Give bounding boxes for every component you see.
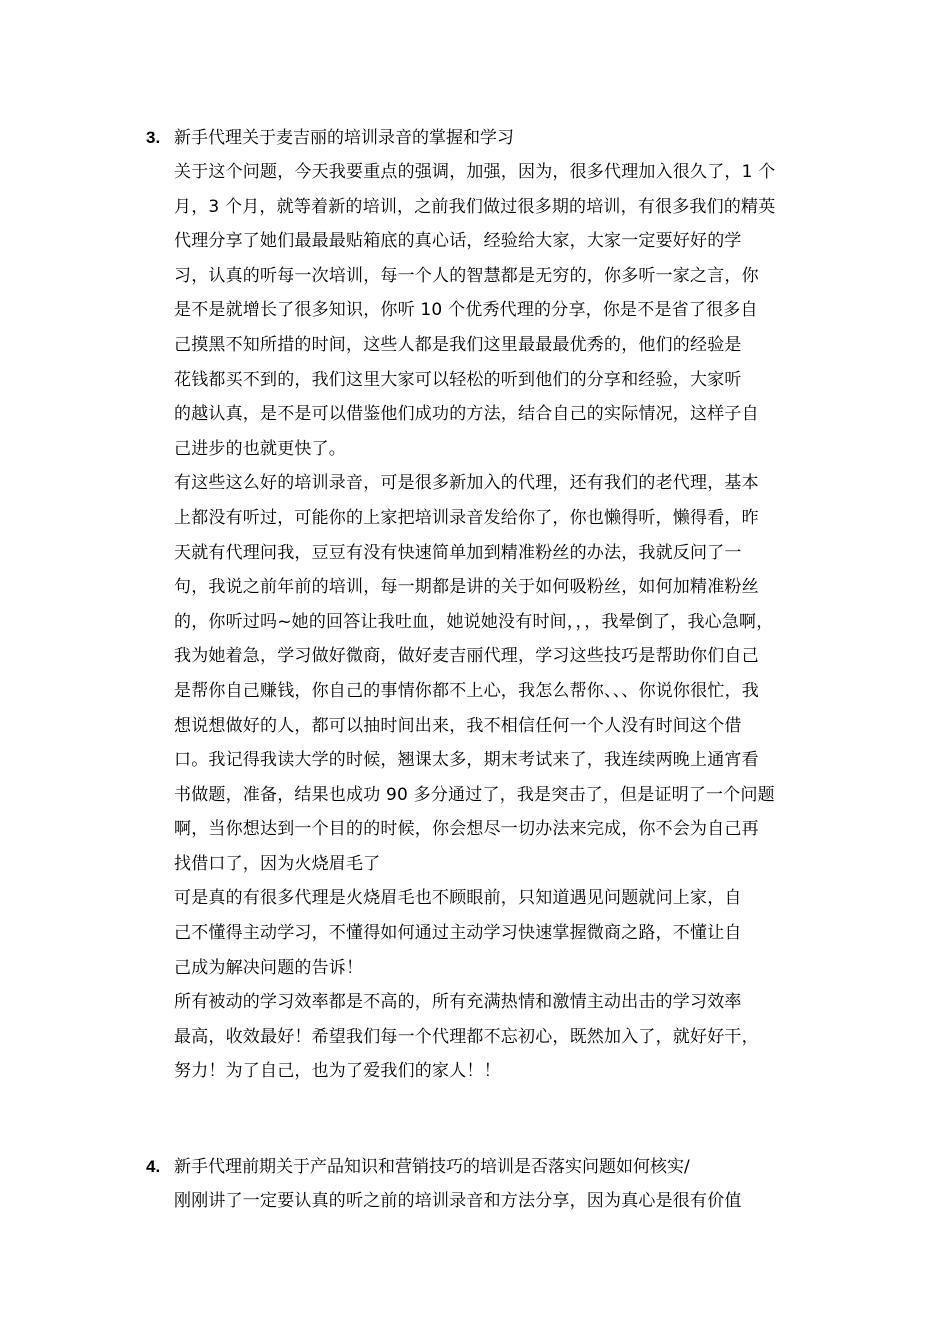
section-4-title: 新手代理前期关于产品知识和营销技巧的培训是否落实问题如何核实/ xyxy=(174,1157,690,1177)
text-line: 我为她着急，学习做好微商，做好麦吉丽代理，学习这些技巧是帮助你们自己 xyxy=(174,646,759,667)
text-line: 己不懂得主动学习，不懂得如何通过主动学习快速掌握微商之路，不懂让自 xyxy=(174,923,742,944)
text-line: 月，3 个月，就等着新的培训，之前我们做过很多期的培训，有很多我们的精英 xyxy=(174,196,776,217)
text-line: 的，你听过吗~她的回答让我吐血，她说她没有时间，，，我晕倒了，我心急啊， xyxy=(174,611,774,632)
text-line: 句，我说之前年前的培训，每一期都是讲的关于如何吸粉丝，如何加精准粉丝 xyxy=(174,577,759,598)
section-3 xyxy=(146,121,826,1089)
text-line: 找借口了，因为火烧眉毛了 xyxy=(174,853,381,874)
text-line: 口。我记得我读大学的时候，翘课太多，期末考试来了，我连续两晚上通宵看 xyxy=(174,750,759,771)
text-line: 己摸黑不知所措的时间，这些人都是我们这里最最最优秀的，他们的经验是 xyxy=(174,334,742,355)
text-line: 天就有代理问我，豆豆有没有快速简单加到精准粉丝的办法，我就反问了一 xyxy=(174,542,742,563)
section-4-paragraph-1 xyxy=(146,1184,826,1219)
section-4-number: 4. xyxy=(146,1157,161,1176)
section-3-paragraph-2 xyxy=(146,466,826,881)
text-line: 花钱都买不到的，我们这里大家可以轻松的听到他们的分享和经验，大家听 xyxy=(174,369,742,390)
text-line: 啊，当你想达到一个目的的时候，你会想尽一切办法来完成，你不会为自己再 xyxy=(174,819,759,840)
text-line: 关于这个问题，今天我要重点的强调，加强，因为，很多代理加入很久了，1 个 xyxy=(174,162,776,182)
section-3-paragraph-3 xyxy=(146,881,826,985)
text-line: 己成为解决问题的告诉！ xyxy=(174,957,364,978)
text-line: 己进步的也就更快了。 xyxy=(174,438,346,459)
text-line: 所有被动的学习效率都是不高的，所有充满热情和激情主动出击的学习效率 xyxy=(174,992,742,1013)
section-4 xyxy=(146,1150,826,1219)
text-line: 习，认真的听每一次培训，每一个人的智慧都是无穷的，你多听一家之言，你 xyxy=(174,265,759,286)
text-line: 的越认真，是不是可以借鉴他们成功的方法，结合自己的实际情况，这样子自 xyxy=(174,404,759,425)
section-3-paragraph-1 xyxy=(146,155,826,466)
text-line: 书做题，准备，结果也成功 90 多分通过了，我是突击了，但是证明了一个问题 xyxy=(174,784,775,805)
text-line: 有这些这么好的培训录音，可是很多新加入的代理，还有我们的老代理，基本 xyxy=(174,473,759,494)
section-3-number: 3. xyxy=(146,128,161,147)
section-3-paragraph-4 xyxy=(146,985,826,1089)
section-3-heading xyxy=(146,121,826,155)
text-line: 代理分享了她们最最最贴箱底的真心话，经验给大家，大家一定要好好的学 xyxy=(174,231,742,252)
text-line: 最高，收效最好！希望我们每一个代理都不忘初心，既然加入了，就好好干， xyxy=(174,1026,759,1047)
text-line: 想说想做好的人，都可以抽时间出来，我不相信任何一个人没有时间这个借 xyxy=(174,715,742,736)
text-line: 是帮你自己赚钱，你自己的事情你都不上心，我怎么帮你、、、你说你很忙，我 xyxy=(174,680,759,701)
text-line: 是不是就增长了很多知识，你听 10 个优秀代理的分享，你是不是省了很多自 xyxy=(174,300,758,321)
text-line: 努力！为了自己，也为了爱我们的家人！！ xyxy=(174,1061,501,1082)
text-line: 刚刚讲了一定要认真的听之前的培训录音和方法分享，因为真心是很有价值 xyxy=(174,1191,742,1211)
text-line: 上都没有听过，可能你的上家把培训录音发给你了，你也懒得听，懒得看，昨 xyxy=(174,507,759,528)
section-4-heading xyxy=(146,1150,826,1184)
text-line: 可是真的有很多代理是火烧眉毛也不顾眼前，只知道遇见问题就问上家，自 xyxy=(174,888,742,909)
section-3-title: 新手代理关于麦吉丽的培训录音的掌握和学习 xyxy=(174,128,514,148)
